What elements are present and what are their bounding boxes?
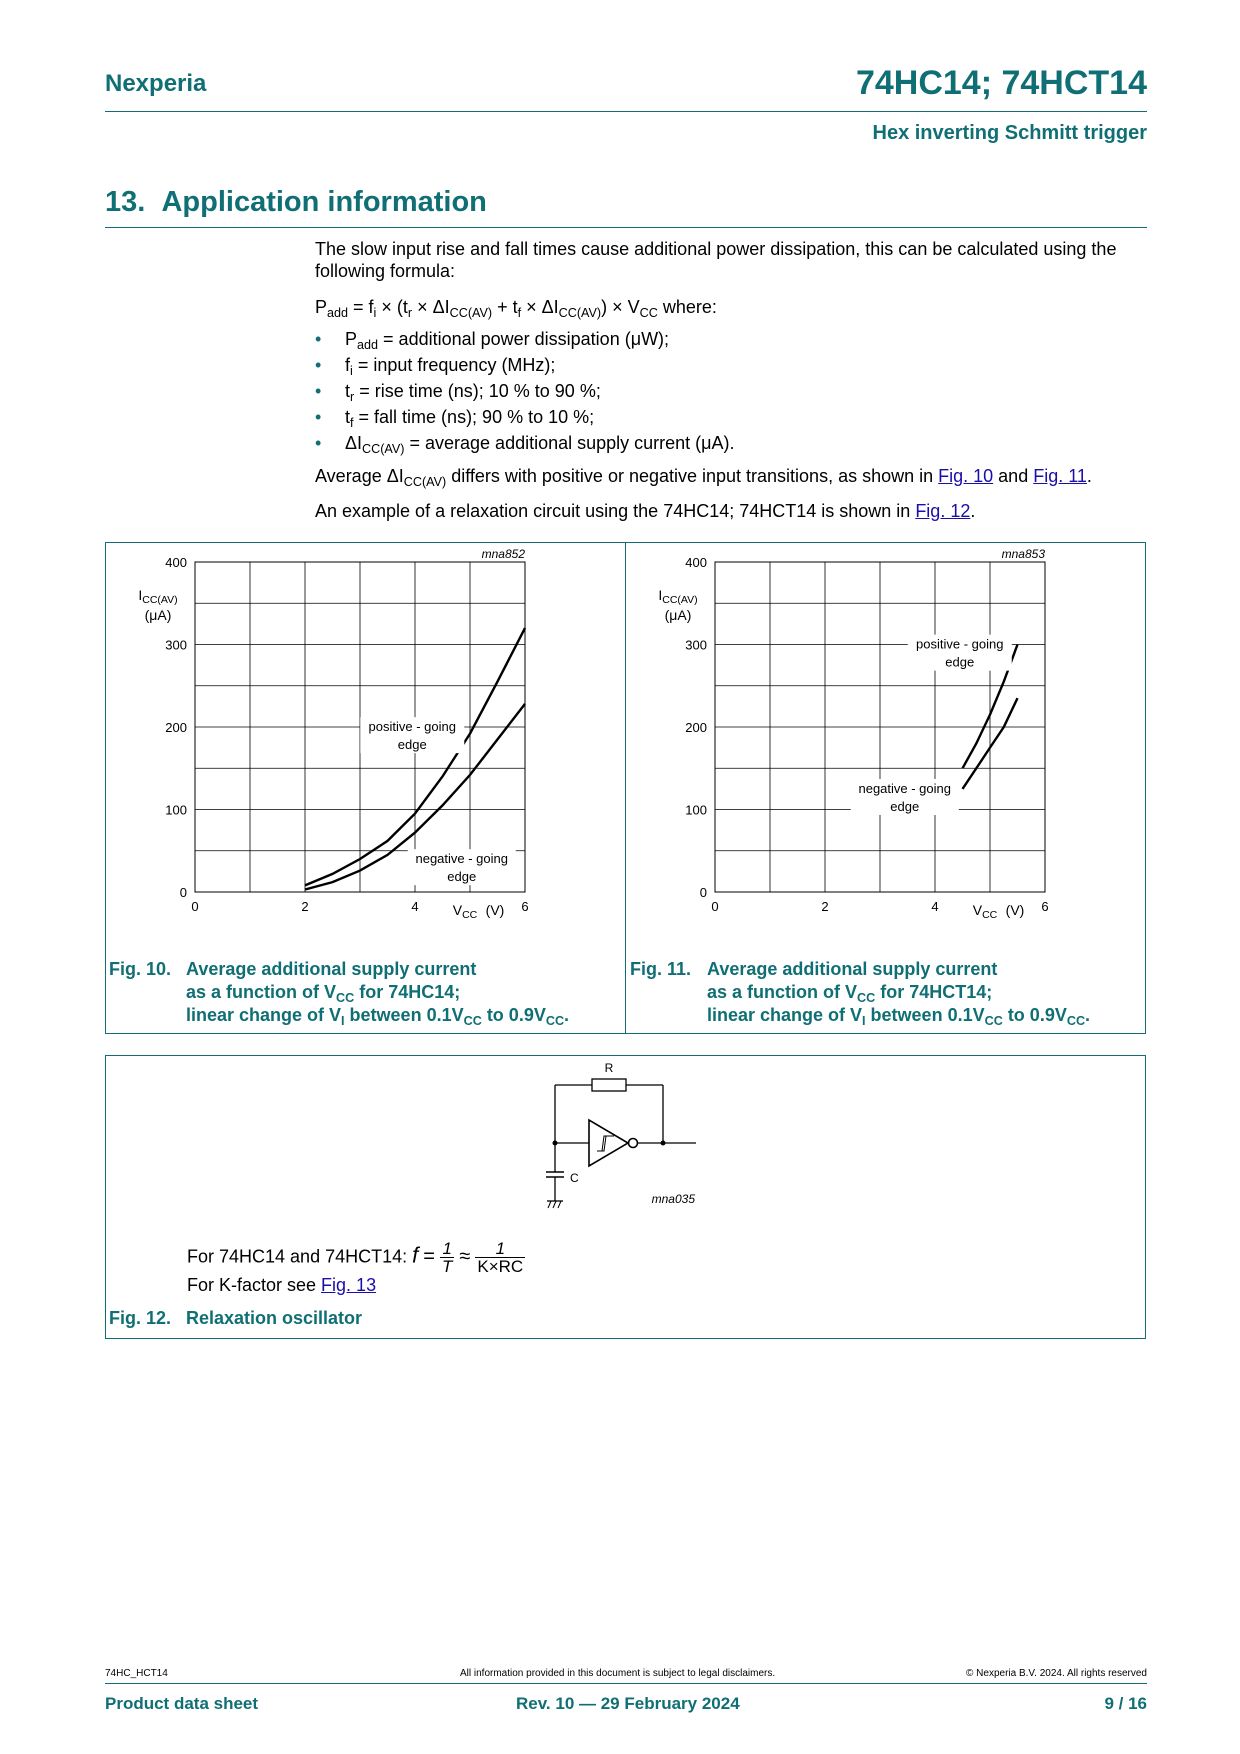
footer-divider xyxy=(105,1683,1147,1684)
x-tick-label: 4 xyxy=(411,899,419,914)
y-tick-label: 300 xyxy=(165,637,187,653)
power-formula: $P_{add} = f_i \times (t_r \times \Delta I_{CC(AV)} + t_f \times \Delta I_{CC(AV)}) \times V_{CC}$ where: xyxy=(315,297,717,320)
x-tick-label: 0 xyxy=(711,899,719,914)
bullet-icon: • xyxy=(315,329,322,349)
frequency-formula: For 74HC14 and 74HCT14: f = $\frac{1}{T}$ ≈ $\frac{1}{K\times RC}$ xyxy=(187,1239,524,1276)
positive-edge-label-2: edge xyxy=(945,654,975,670)
fig12-link[interactable]: Fig. 12 xyxy=(915,501,971,521)
junction-left xyxy=(553,1141,558,1146)
document-subtitle: Hex inverting Schmitt trigger xyxy=(872,122,1147,144)
fig11-link[interactable]: Fig. 11 xyxy=(1033,466,1087,486)
formula-where: where: xyxy=(662,297,717,317)
y-tick-label: 0 xyxy=(699,885,707,900)
revision: Rev. 10 — 29 February 2024 xyxy=(516,1694,740,1713)
y-axis-label-symbol: $I_{CC(AV)}$ xyxy=(658,587,698,606)
x-axis-label-symbol: $V_{CC}$ xyxy=(972,902,998,921)
relaxation-paragraph: An example of a relaxation circuit using the 74HC14; 74HCT14 is shown in Fig. 12. xyxy=(315,501,976,521)
y-tick-label: 300 xyxy=(685,637,707,653)
ground-icon xyxy=(548,1201,561,1208)
fraction-one-over-krc: $\frac{1}{K\times RC}$ xyxy=(477,1239,524,1276)
list-item: • $\Delta I_{CC(AV)}$ = average additional supply current (μA). xyxy=(315,433,735,456)
y-tick-label: 100 xyxy=(165,802,187,818)
part-number: 74HC14; 74HCT14 xyxy=(855,64,1147,102)
x-tick-label: 2 xyxy=(821,899,829,914)
chart-fig11 xyxy=(640,548,1060,928)
fig11-caption: Fig. 11. Average additional supply current as a function of $V_{CC}$ for 74HCT14; linear change of $V_I$ between $0.1V_{CC}$ to $0.9V_{CC}$. xyxy=(630,959,1091,1028)
x-tick-label: 0 xyxy=(191,899,199,914)
resistor-label: R xyxy=(604,1061,614,1075)
x-axis-label-symbol: $V_{CC}$ xyxy=(452,902,478,921)
fraction-one-over-t: $\frac{1}{T}$ xyxy=(441,1239,453,1276)
list-item: • $f_i$ = input frequency (MHz); xyxy=(315,355,556,378)
document-code: 74HC_HCT14 xyxy=(105,1668,168,1679)
list-item: • $P_{add}$ = additional power dissipation (μW); xyxy=(315,329,670,352)
figure-id: mna852 xyxy=(481,548,525,561)
oscillator-schematic xyxy=(530,1058,730,1213)
page-number: 9 / 16 xyxy=(1104,1694,1147,1713)
legal-disclaimer: All information provided in this document is subject to legal disclaimers. xyxy=(460,1668,776,1679)
kfactor-note: For K-factor see Fig. 13 xyxy=(187,1275,377,1295)
resistor-symbol xyxy=(592,1079,626,1091)
brand-name: Nexperia xyxy=(105,70,207,97)
fig10-number: Fig. 10. xyxy=(109,959,172,979)
positive-edge-label-2: edge xyxy=(397,737,427,753)
y-tick-label: 200 xyxy=(685,720,707,735)
bullet-icon: • xyxy=(315,381,322,401)
x-axis-label-unit: (V) xyxy=(485,902,505,918)
inverter-symbol xyxy=(589,1120,628,1166)
chart-fig10 xyxy=(120,548,540,928)
negative-edge-label-2: edge xyxy=(447,869,477,885)
positive-edge-label: positive - going xyxy=(916,636,1004,652)
y-tick-label: 400 xyxy=(685,555,707,570)
schmitt-icon xyxy=(597,1136,614,1151)
section-divider xyxy=(105,227,1147,228)
bullet-icon: • xyxy=(315,355,322,375)
negative-edge-label: negative - going xyxy=(858,781,952,796)
y-tick-label: 400 xyxy=(165,555,187,570)
header-divider xyxy=(105,111,1147,112)
y-axis-label-symbol: $I_{CC(AV)}$ xyxy=(138,587,178,606)
fig12-number: Fig. 12. xyxy=(109,1308,172,1328)
y-tick-label: 100 xyxy=(685,802,707,818)
x-tick-label: 6 xyxy=(521,899,529,914)
list-item: • $t_f$ = fall time (ns); 90 % to 10 %; xyxy=(315,407,595,430)
bullet-icon: • xyxy=(315,433,322,453)
bullet-icon: • xyxy=(315,407,322,427)
x-axis-label-unit: (V) xyxy=(1005,902,1025,918)
document-type: Product data sheet xyxy=(105,1694,259,1713)
y-axis-label-unit: (μA) xyxy=(144,607,172,623)
transition-paragraph: Average $\Delta I_{CC(AV)}$ differs with positive or negative input transitions, as shown in Fig. 10 and Fig. 11. xyxy=(315,466,1092,489)
intro-paragraph: The slow input rise and fall times cause additional power dissipation, this can be calculated using the following formula: xyxy=(315,239,1117,281)
negative-edge-label-2: edge xyxy=(890,799,920,814)
inverter-bubble xyxy=(629,1139,638,1148)
copyright: © Nexperia B.V. 2024. All rights reserved xyxy=(966,1668,1147,1679)
variable-list xyxy=(315,328,735,458)
junction-right xyxy=(661,1141,666,1146)
y-axis-label xyxy=(138,587,177,623)
fig13-link[interactable]: Fig. 13 xyxy=(321,1275,377,1295)
negative-edge-label: negative - going xyxy=(415,851,509,867)
figure-divider xyxy=(625,542,626,1034)
positive-edge-label: positive - going xyxy=(368,719,456,735)
x-tick-label: 4 xyxy=(931,899,939,914)
section-heading: Application information xyxy=(161,186,487,218)
figure-id: mna035 xyxy=(651,1192,695,1206)
y-axis-label xyxy=(658,587,697,623)
section-title xyxy=(105,186,487,219)
section-number: 13. xyxy=(105,186,146,218)
fig10-caption: Fig. 10. Average additional supply current as a function of $V_{CC}$ for 74HC14; linear change of $V_I$ between $0.1V_{CC}$ to $0.9V_{CC}$. xyxy=(109,959,570,1028)
capacitor-label: C xyxy=(570,1171,579,1185)
x-tick-label: 2 xyxy=(301,899,309,914)
fig11-number: Fig. 11. xyxy=(630,959,692,979)
y-axis-label-unit: (μA) xyxy=(664,607,692,623)
fig10-link[interactable]: Fig. 10 xyxy=(938,466,994,486)
list-item: • $t_r$ = rise time (ns); 10 % to 90 %; xyxy=(315,381,601,404)
fig12-caption: Fig. 12. Relaxation oscillator xyxy=(109,1308,363,1328)
x-tick-label: 6 xyxy=(1041,899,1049,914)
figure-id: mna853 xyxy=(1001,548,1045,561)
y-tick-label: 200 xyxy=(165,720,187,735)
y-tick-label: 0 xyxy=(179,885,187,900)
